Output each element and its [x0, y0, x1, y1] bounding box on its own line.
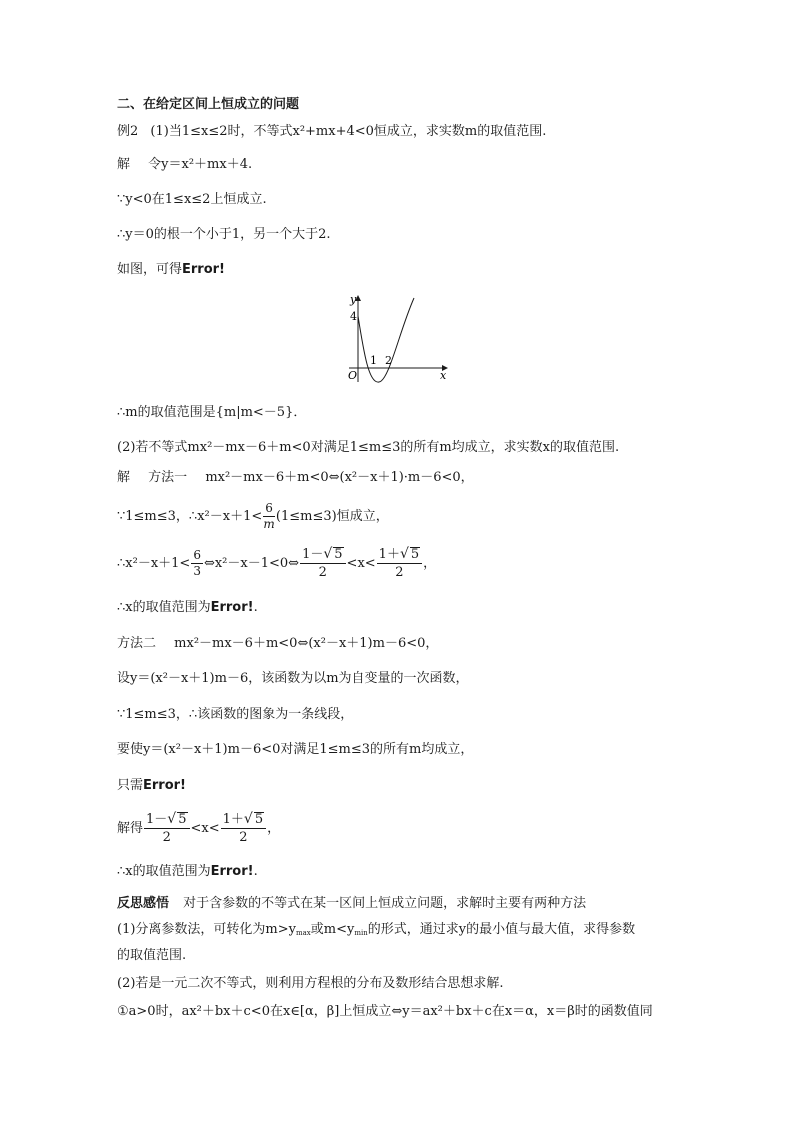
only-need-text: 只需 — [117, 778, 144, 793]
error-text: Error! — [182, 262, 225, 277]
fraction-6-over-m — [263, 502, 275, 531]
example-label: 例2 — [117, 124, 139, 139]
frac-num-text: 1－ — [302, 547, 324, 562]
m1-line3-start: ∴x²－x＋1< — [117, 556, 191, 571]
method-2-line — [117, 636, 438, 652]
m1-line2-start: ∵1≤m≤3，∴x²－x＋1< — [117, 509, 263, 524]
frac-numerator — [144, 812, 189, 829]
frac-denominator: 2 — [239, 830, 248, 845]
y-axis-label: y — [350, 293, 357, 306]
method-2-equation: mx²－mx－6＋m<0⇔(x²－x＋1)m－6<0， — [174, 636, 439, 651]
method-2-line-4: 要使y＝(x²－x＋1)m－6<0对满足1≤m≤3的所有m均成立， — [117, 742, 474, 757]
reflection-intro: 对于含参数的不等式在某一区间上恒成立问题，求解时主要有两种方法 — [183, 896, 587, 911]
method-1-line-3 — [117, 547, 436, 580]
let-statement: 令y＝x²＋mx＋4. — [148, 157, 253, 172]
sqrt-radicand: 5 — [334, 547, 343, 562]
frac-num-text: 1＋ — [222, 812, 244, 827]
sqrt-radicand: 5 — [410, 547, 420, 562]
fraction-lower-root — [300, 547, 345, 580]
method-1-equation: mx²－mx－6＋m<0⇔(x²－x＋1)·m－6<0， — [205, 470, 474, 485]
reflection-item-1 — [117, 922, 635, 938]
frac-num-text: 1＋ — [378, 547, 400, 562]
item1-subscript-max: max — [295, 929, 311, 937]
tick-label-1: 1 — [370, 354, 377, 367]
method-2-solution-line — [117, 812, 280, 845]
sqrt-icon: √ — [243, 811, 253, 827]
solve-text: 解得 — [117, 821, 144, 836]
frac-numerator — [300, 547, 345, 564]
trailing-comma: ， — [267, 821, 281, 836]
item1-text-b: 或m<y — [310, 922, 355, 937]
method-2-line-5 — [117, 778, 186, 794]
between-x: <x< — [190, 821, 220, 836]
figure-intro-text: 如图，可得 — [117, 262, 183, 277]
m1-line3-mid: ⇔x²－x－1<0⇔ — [203, 556, 300, 571]
x-range-line-1 — [117, 600, 258, 616]
reflection-title: 反思感悟 — [117, 896, 170, 911]
period: . — [253, 600, 258, 615]
reflection-item-2: (2)若是一元二次不等式，则利用方程根的分布及数形结合思想求解. — [117, 976, 504, 991]
item1-subscript-min: min — [354, 929, 368, 937]
fraction-upper-root — [377, 547, 422, 580]
example-part-1-text: (1)当1≤x≤2时，不等式x²+mx+4<0恒成立，求实数m的取值范围. — [150, 124, 547, 139]
m1-line2-end: (1≤m≤3)恒成立， — [275, 509, 389, 524]
figure-intro-line — [117, 262, 225, 278]
solution-let-line — [117, 157, 252, 173]
method-1-line — [117, 470, 474, 486]
therefore-line: ∴y＝0的根一个小于1，另一个大于2. — [117, 227, 331, 242]
period: . — [253, 864, 258, 879]
sqrt-radicand: 5 — [178, 812, 187, 827]
frac-denominator: 3 — [193, 564, 201, 578]
example-2-part-2: (2)若不等式mx²－mx－6＋m<0对满足1≤m≤3的所有m均成立，求实数x的取值范围. — [117, 440, 620, 455]
method-2-line-3: ∵1≤m≤3，∴该函数的图象为一条线段， — [117, 707, 354, 722]
frac-num-text: 1－ — [146, 812, 168, 827]
error-text: Error! — [210, 864, 254, 879]
x-range-line-2 — [117, 864, 258, 880]
x-range-text: ∴x的取值范围为 — [117, 864, 211, 879]
frac-denominator: 2 — [318, 565, 327, 580]
sqrt-radicand: 5 — [254, 812, 264, 827]
sqrt-icon: √ — [323, 546, 333, 562]
frac-numerator — [221, 812, 266, 829]
frac-denominator: m — [263, 517, 275, 531]
tick-label-2: 2 — [385, 354, 392, 367]
solution-label: 解 — [117, 157, 131, 172]
sqrt-icon: √ — [167, 811, 177, 827]
error-text: Error! — [143, 778, 186, 793]
item1-text-c: 的形式，通过求y的最小值与最大值，求得参数 — [367, 922, 636, 937]
frac-numerator: 6 — [265, 501, 273, 515]
m-range-line: ∴m的取值范围是{m|m<－5}． — [117, 405, 307, 420]
sqrt-icon: √ — [399, 546, 409, 562]
frac-numerator — [377, 547, 422, 564]
frac-denominator: 2 — [162, 830, 171, 845]
method-2-line-2: 设y＝(x²－x＋1)m－6，该函数为以m为自变量的一次函数， — [117, 671, 469, 686]
reflection-intro-line — [117, 896, 586, 912]
frac-numerator: 6 — [193, 548, 201, 562]
method-2-label: 方法二 — [117, 636, 157, 651]
frac-denominator: 2 — [395, 565, 404, 580]
item1-text-a: (1)分离参数法，可转化为m>y — [117, 922, 296, 937]
error-text: Error! — [210, 600, 254, 615]
between-x: <x< — [346, 556, 376, 571]
origin-label: O — [348, 369, 358, 382]
because-line: ∵y<0在1≤x≤2上恒成立. — [117, 192, 267, 207]
method-1-label: 方法一 — [148, 470, 188, 485]
method-1-line-2 — [117, 502, 389, 531]
fraction-upper-root — [221, 812, 266, 845]
fraction-6-over-3 — [191, 549, 203, 578]
x-range-text: ∴x的取值范围为 — [117, 600, 211, 615]
trailing-comma: ， — [423, 556, 437, 571]
fraction-lower-root — [144, 812, 189, 845]
parabola-graph — [335, 292, 455, 384]
parabola-curve — [358, 298, 414, 382]
section-heading: 二、在给定区间上恒成立的问题 — [117, 97, 300, 112]
solution-label-2: 解 — [117, 470, 131, 485]
example-2-part-1 — [117, 124, 546, 140]
tick-label-4: 4 — [350, 310, 357, 323]
x-axis-label: x — [440, 369, 447, 382]
reflection-item-1-cont: 的取值范围. — [117, 948, 187, 963]
reflection-item-3: ①a>0时，ax²＋bx＋c<0在x∈[α，β]上恒成立⇔y＝ax²＋bx＋c在x＝α，x＝β时的函数值同 — [117, 1004, 653, 1019]
